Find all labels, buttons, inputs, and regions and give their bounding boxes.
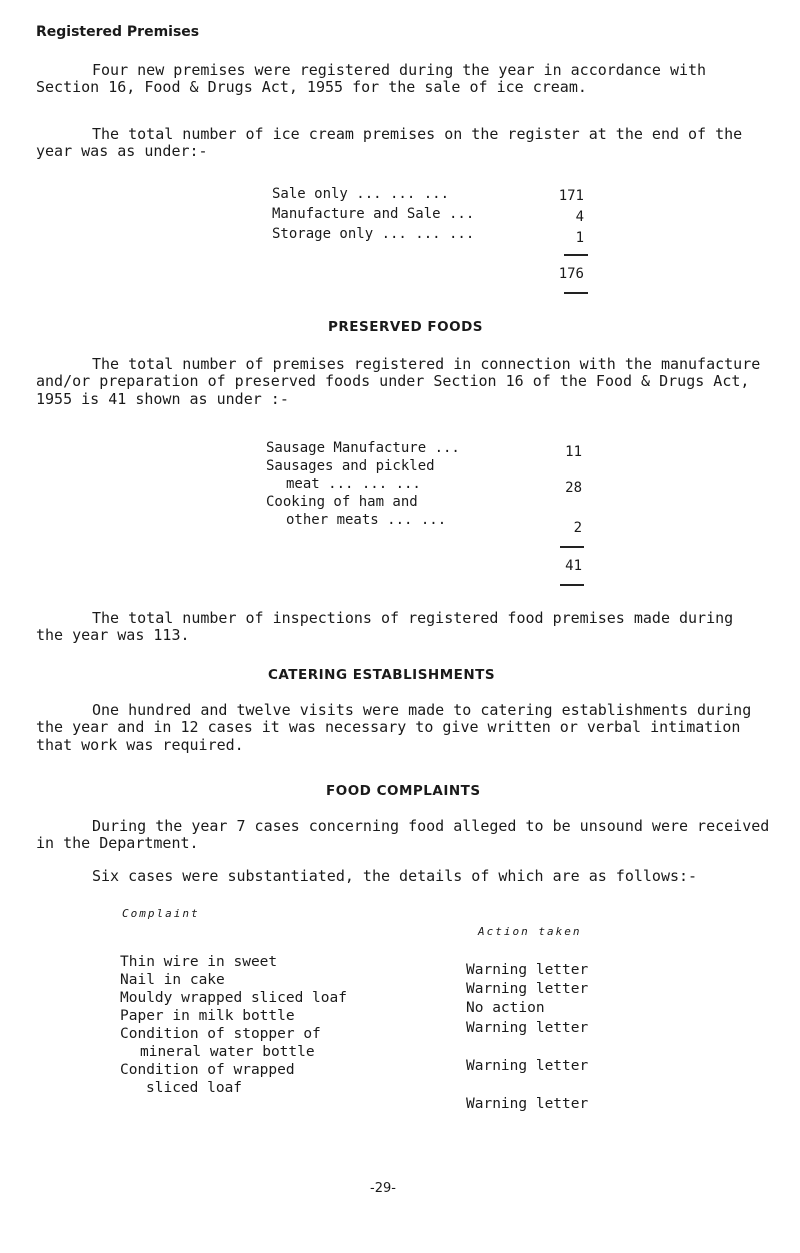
text-line: The total number of premises registered in connection with the manufacture [92, 355, 761, 373]
text-line: Six cases were substantiated, the details of which are as follows:- [92, 867, 698, 885]
section-title-food-complaints: FOOD COMPLAINTS [326, 783, 481, 799]
complaint-cell: Condition of wrapped [120, 1062, 295, 1078]
table-row-value: 11 [565, 444, 582, 460]
text-line: year was as under:- [36, 142, 208, 161]
table-row-value: 2 [573, 520, 582, 536]
inspections-paragraph [36, 610, 766, 645]
complaint-cell: Condition of stopper of [120, 1026, 321, 1042]
table-row-label: Sausages and pickled [266, 458, 435, 474]
registered-paragraph-1 [36, 62, 766, 97]
table-row-value: 28 [565, 480, 582, 496]
text-line: The total number of ice cream premises on the register at the end of the [92, 125, 743, 143]
table-row-value: 4 [575, 209, 584, 225]
table-row-label: Sausage Manufacture ... [266, 440, 460, 456]
text-line: the year and in 12 cases it was necessary to give written or verbal intimation [36, 718, 741, 737]
table-total: 41 [565, 558, 582, 574]
text-line: Four new premises were registered during the year in accordance with [92, 61, 707, 79]
preserved-paragraph [36, 356, 766, 408]
action-cell: Warning letter [466, 962, 589, 978]
table-row-label: Storage only ... ... ... [272, 226, 475, 242]
action-cell: Warning letter [466, 1020, 589, 1036]
complaints-paragraph-1 [36, 817, 770, 853]
action-cell: No action [466, 1000, 545, 1016]
text-line: The total number of inspections of registered food premises made during [92, 609, 734, 627]
table-total: 176 [558, 266, 584, 282]
complaint-cell: Mouldy wrapped sliced loaf [120, 990, 347, 1006]
catering-paragraph [36, 702, 766, 754]
action-cell: Warning letter [466, 1058, 589, 1074]
section-title-preserved-foods: PRESERVED FOODS [328, 319, 484, 335]
text-line: One hundred and twelve visits were made to catering establishments during [92, 701, 752, 719]
text-line: Section 16, Food & Drugs Act, 1955 for the sale of ice cream. [36, 78, 587, 97]
section-title-catering-establishments: CATERING ESTABLISHMENTS [268, 667, 496, 683]
complaint-cell: mineral water bottle [140, 1044, 315, 1060]
total-rule [564, 292, 588, 294]
complaints-paragraph-2 [36, 868, 766, 885]
table-row-label: Sale only ... ... ... [272, 186, 450, 202]
action-cell: Warning letter [466, 981, 589, 997]
page-number: -29- [370, 1181, 396, 1196]
text-line: the year was 113. [36, 626, 190, 645]
text-line: in the Department. [36, 834, 199, 853]
complaint-cell: Paper in milk bottle [120, 1008, 295, 1024]
column-header-complaint: Complaint [122, 907, 200, 920]
text-line: 1955 is 41 shown as under :- [36, 389, 289, 408]
text-line: that work was required. [36, 735, 244, 754]
complaint-cell: Thin wire in sweet [120, 954, 278, 970]
sum-rule [564, 254, 588, 256]
table-row-label: Manufacture and Sale ... [272, 206, 475, 222]
complaint-cell: sliced loaf [146, 1080, 243, 1096]
total-rule [560, 584, 584, 586]
action-cell: Warning letter [466, 1096, 589, 1112]
table-row-label: Cooking of ham and [266, 494, 418, 510]
section-title-registered-premises: Registered Premises [36, 24, 200, 40]
text-line: and/or preparation of preserved foods under Section 16 of the Food & Drugs Act, [36, 372, 750, 391]
table-row-value: 1 [575, 230, 584, 246]
table-row-label: other meats ... ... [286, 512, 447, 528]
sum-rule [560, 546, 584, 548]
registered-paragraph-2 [36, 126, 766, 161]
complaint-cell: Nail in cake [120, 972, 225, 988]
table-row-label: meat ... ... ... [286, 476, 421, 492]
table-row-value: 171 [558, 188, 584, 204]
text-line: During the year 7 cases concerning food alleged to be unsound were received [92, 817, 770, 835]
column-header-action: Action taken [478, 925, 582, 938]
